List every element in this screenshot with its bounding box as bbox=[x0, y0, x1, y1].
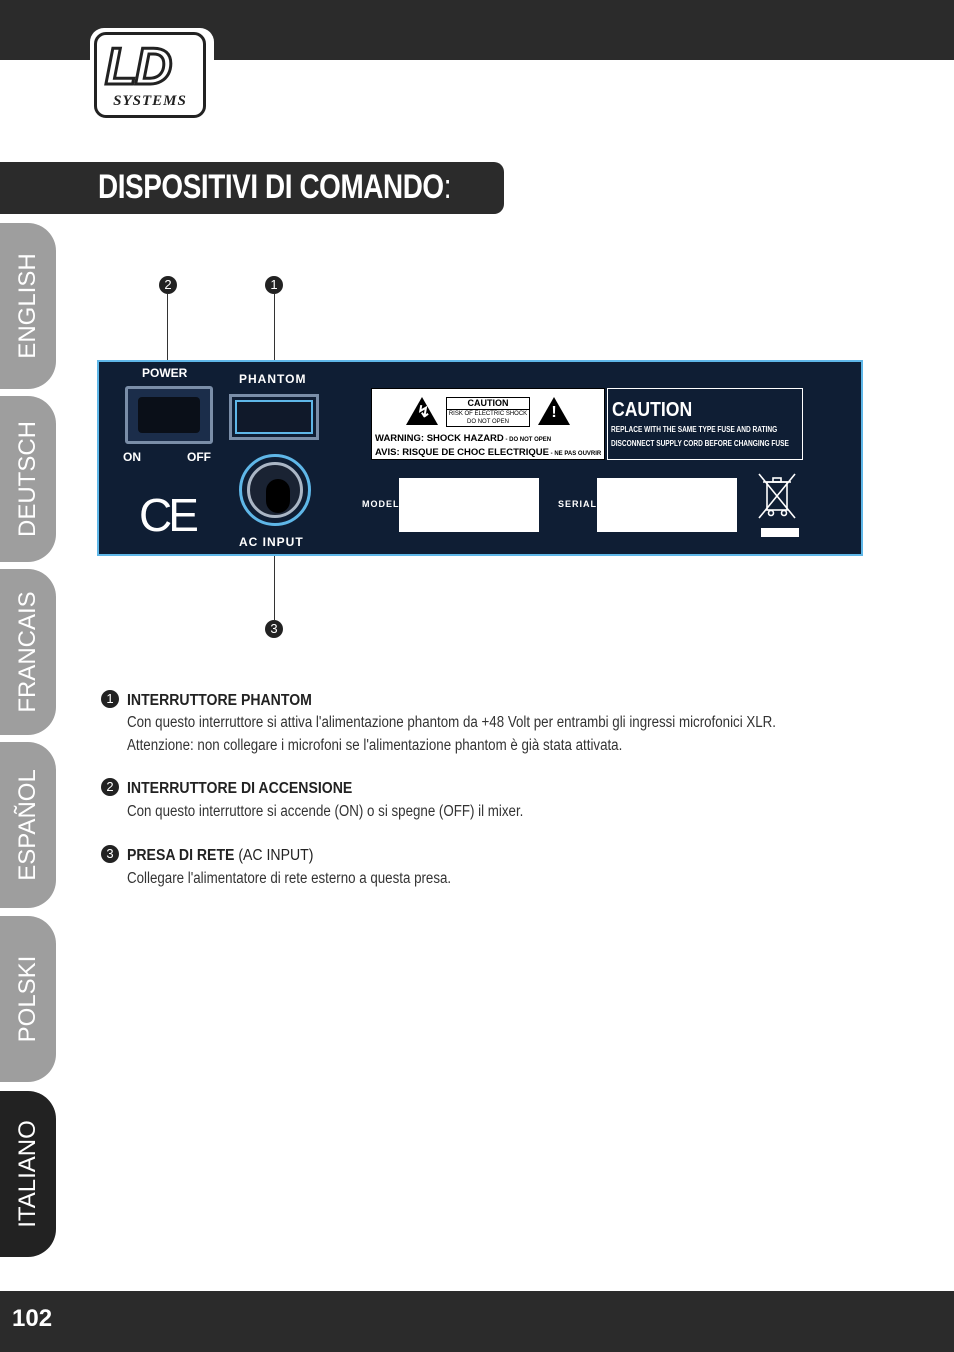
item-title-phantom: INTERRUTTORE PHANTOM bbox=[127, 692, 312, 709]
weee-bin-icon bbox=[753, 470, 801, 540]
tab-italiano[interactable] bbox=[0, 1091, 56, 1257]
on-label: ON bbox=[123, 450, 141, 464]
callout-marker-3: 3 bbox=[265, 620, 283, 638]
item-title-ac-input: PRESA DI RETE (AC INPUT) bbox=[127, 847, 314, 864]
tab-polski[interactable] bbox=[0, 916, 56, 1082]
item-text-line: Attenzione: non collegare i microfoni se l'alimentazione phantom è già stata attivata. bbox=[127, 737, 623, 754]
tab-label: ESPAÑOL bbox=[14, 769, 41, 881]
ce-mark: CE bbox=[139, 489, 195, 541]
fuse-caution-line-1: REPLACE WITH THE SAME TYPE FUSE AND RATING bbox=[611, 425, 778, 434]
warning-line-1: WARNING: SHOCK HAZARD - DO NOT OPEN bbox=[375, 433, 552, 444]
callout-marker-1: 1 bbox=[265, 276, 283, 294]
rear-panel-illustration bbox=[97, 360, 863, 556]
page-number: 102 bbox=[12, 1305, 53, 1332]
section-title-bar bbox=[0, 162, 504, 214]
logo-sub-text: SYSTEMS bbox=[113, 93, 187, 109]
model-label: MODEL bbox=[362, 499, 400, 509]
fuse-caution-label bbox=[607, 388, 803, 460]
item-number-badge: 1 bbox=[101, 690, 119, 708]
ac-input-socket bbox=[239, 454, 311, 526]
shock-warning-label bbox=[371, 388, 605, 460]
tab-label: ENGLISH bbox=[14, 253, 41, 359]
exclamation-warning-icon: ! bbox=[538, 397, 570, 425]
power-label: POWER bbox=[142, 366, 188, 380]
serial-label: SERIAL bbox=[558, 499, 598, 509]
tab-espanol[interactable] bbox=[0, 742, 56, 908]
fuse-caution-line-2: DISCONNECT SUPPLY CORD BEFORE CHANGING FUSE bbox=[611, 439, 789, 448]
tab-deutsch[interactable] bbox=[0, 396, 56, 562]
item-number-badge: 2 bbox=[101, 778, 119, 796]
brand-logo bbox=[90, 28, 214, 126]
power-switch bbox=[125, 386, 213, 444]
callout-line bbox=[167, 294, 168, 362]
warning-line-2: AVIS: RISQUE DE CHOC ELECTRIQUE - NE PAS OUVRIR bbox=[375, 447, 602, 458]
lightning-warning-icon: ↯ bbox=[406, 397, 438, 425]
off-label: OFF bbox=[187, 450, 211, 464]
caution-sticker: CAUTION RISK OF ELECTRIC SHOCK DO NOT OPEN bbox=[446, 397, 530, 427]
callout-marker-2: 2 bbox=[159, 276, 177, 294]
item-title-power: INTERRUTTORE DI ACCENSIONE bbox=[127, 780, 353, 797]
ac-input-label: AC INPUT bbox=[239, 535, 304, 549]
tab-english[interactable] bbox=[0, 223, 56, 389]
phantom-label: PHANTOM bbox=[239, 372, 307, 386]
fuse-caution-title: CAUTION bbox=[612, 399, 693, 421]
item-number-badge: 3 bbox=[101, 845, 119, 863]
model-field bbox=[399, 478, 539, 532]
tab-label: ITALIANO bbox=[14, 1120, 41, 1228]
item-text-line: Con questo interruttore si accende (ON) o si spegne (OFF) il mixer. bbox=[127, 803, 524, 820]
tab-francais[interactable] bbox=[0, 569, 56, 735]
logo-main-text: LD bbox=[105, 38, 171, 96]
phantom-switch bbox=[229, 394, 319, 440]
serial-field bbox=[597, 478, 737, 532]
item-text-line: Collegare l'alimentatore di rete esterno a questa presa. bbox=[127, 870, 452, 887]
item-text-line: Con questo interruttore si attiva l'alimentazione phantom da +48 Volt per entrambi gli ingressi microfonici XLR. bbox=[127, 714, 777, 731]
tab-label: DEUTSCH bbox=[14, 420, 41, 538]
page-title: DISPOSITIVI DI COMANDO: bbox=[98, 168, 452, 206]
footer-bar bbox=[0, 1291, 954, 1352]
callout-line bbox=[274, 548, 275, 620]
tab-label: POLSKI bbox=[14, 955, 41, 1043]
tab-label: FRANCAIS bbox=[14, 591, 41, 713]
